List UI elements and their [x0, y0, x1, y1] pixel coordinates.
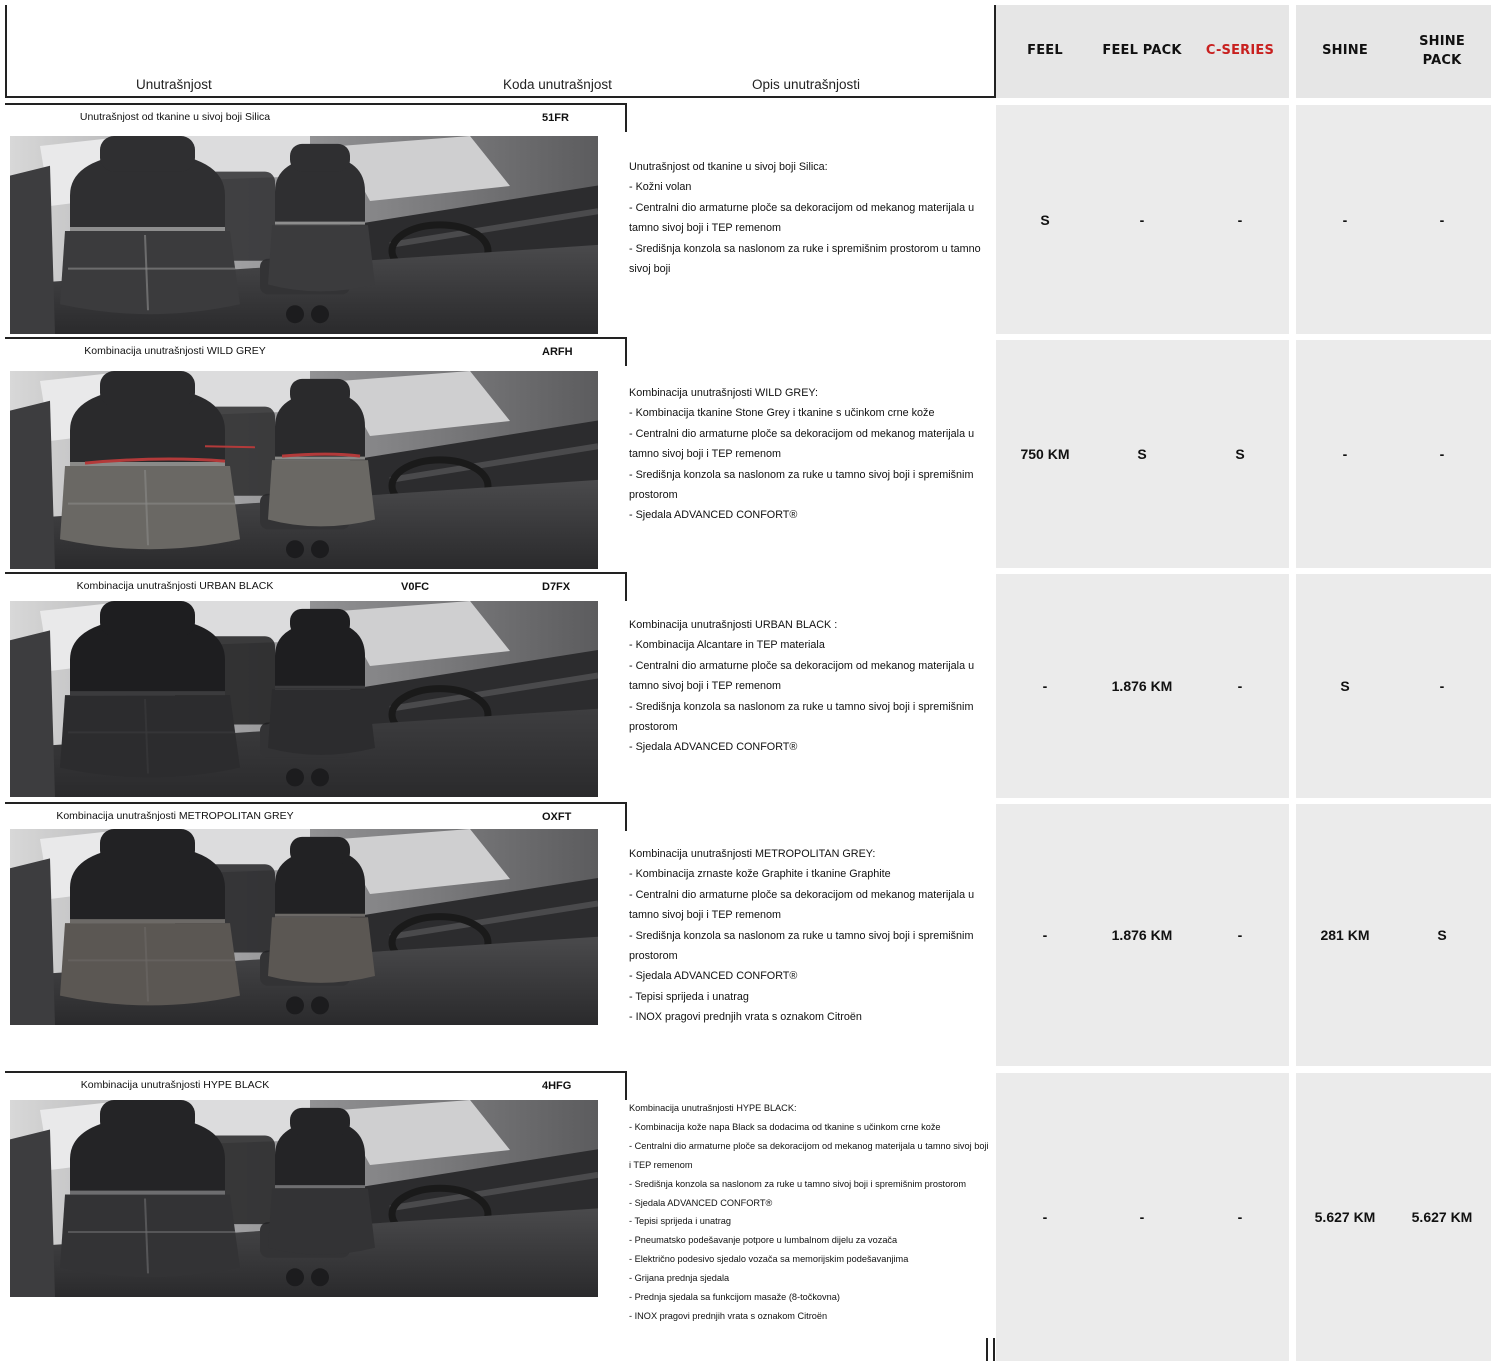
description-line: - Sjedala ADVANCED CONFORT®	[629, 970, 798, 983]
interior-photo-graphic	[10, 829, 598, 1025]
trim-header-shine-pack: SHINE PACK	[1393, 5, 1491, 98]
interior-photo-graphic	[10, 1100, 598, 1297]
interior-photo	[10, 371, 598, 569]
row-divider	[5, 337, 627, 339]
description-line: - Središnja konzola sa naslonom za ruke u tamno sivoj boji i spremišnim prostorom	[629, 1178, 967, 1189]
interior-description	[629, 844, 991, 1028]
description-line: - Tepisi sprijeda i unatrag	[629, 1216, 731, 1227]
description-line: - Prednja sjedala sa funkcijom masaže (8-točkovna)	[629, 1292, 840, 1303]
description-line: - Središnja konzola sa naslonom za ruke u tamno sivoj boji i spremišnim prostorom	[629, 468, 974, 502]
availability-value: 281 KM	[1320, 927, 1370, 943]
availability-c-series	[1191, 804, 1289, 1066]
trim-header-shine: SHINE	[1296, 5, 1394, 98]
availability-feel-pack	[1093, 804, 1191, 1066]
end-mark-left	[986, 1338, 988, 1361]
availability-value: -	[1439, 678, 1445, 694]
availability-shine-pack	[1393, 804, 1491, 1066]
trim-header-feel-pack: FEEL PACK	[1093, 5, 1191, 98]
row-divider	[5, 572, 627, 574]
description-line: - Središnja konzola sa naslonom za ruke u tamno sivoj boji i spremišnim prostorom	[629, 700, 974, 734]
description-line: Kombinacija unutrašnjosti HYPE BLACK:	[629, 1103, 797, 1113]
availability-feel	[996, 340, 1094, 568]
interior-code: D7FX	[542, 581, 571, 593]
description-line: Kombinacija unutrašnjosti URBAN BLACK :	[629, 619, 838, 631]
description-line: - Kožni volan	[629, 181, 692, 194]
availability-value: S	[1137, 446, 1147, 462]
availability-shine	[1296, 574, 1394, 798]
availability-shine	[1296, 340, 1394, 568]
description-line: - Sjedala ADVANCED CONFORT®	[629, 509, 798, 522]
interior-photo	[10, 1100, 598, 1297]
interior-description	[629, 615, 991, 758]
availability-value: -	[1439, 446, 1445, 462]
row-divider-tick	[625, 338, 627, 366]
trim-header-c-series: C-SERIES	[1191, 5, 1289, 98]
availability-value: -	[1042, 678, 1048, 694]
availability-shine-pack	[1393, 340, 1491, 568]
availability-feel	[996, 1073, 1094, 1361]
interior-name: Kombinacija unutrašnjosti WILD GREY	[84, 345, 266, 357]
description-line: - Centralni dio armaturne ploče sa dekoracijom od mekanog materijala u tamno sivoj boji i TEP remenom	[629, 659, 975, 693]
description-line: - Kombinacija Alcantare in TEP materiala	[629, 639, 825, 652]
description-line: Kombinacija unutrašnjosti WILD GREY:	[629, 387, 819, 399]
availability-value: -	[1042, 927, 1048, 943]
availability-value: -	[1237, 927, 1243, 943]
availability-c-series	[1191, 340, 1289, 568]
description-line: - Sjedala ADVANCED CONFORT®	[629, 741, 798, 754]
availability-value: -	[1237, 1209, 1243, 1225]
interior-code: 4HFG	[542, 1080, 572, 1092]
availability-feel	[996, 804, 1094, 1066]
interior-photo-graphic	[10, 136, 598, 334]
availability-feel	[996, 574, 1094, 798]
availability-value: S	[1235, 446, 1245, 462]
availability-value: -	[1237, 678, 1243, 694]
interior-code: 51FR	[542, 112, 569, 124]
row-divider-tick	[625, 803, 627, 831]
interior-code: OXFT	[542, 811, 572, 823]
header-code: Koda unutrašnjost	[503, 77, 612, 92]
availability-feel-pack	[1093, 340, 1191, 568]
description-line: - Centralni dio armaturne ploče sa dekoracijom od mekanog materijala u tamno sivoj boji i TEP remenom	[629, 888, 975, 922]
availability-value: 5.627 KM	[1314, 1209, 1376, 1225]
description-line: - Centralni dio armaturne ploče sa dekoracijom od mekanog materijala u tamno sivoj boji i TEP remenom	[629, 427, 975, 461]
availability-value: -	[1237, 211, 1243, 228]
availability-value: -	[1342, 446, 1348, 462]
availability-value: -	[1139, 1209, 1145, 1225]
description-line: - Centralni dio armaturne ploče sa dekoracijom od mekanog materijala u tamno sivoj boji i TEP remenom	[629, 201, 975, 235]
row-divider-tick	[625, 104, 627, 132]
availability-feel	[996, 105, 1094, 334]
interior-description	[629, 157, 991, 279]
availability-value: 1.876 KM	[1111, 927, 1173, 943]
availability-feel-pack	[1093, 574, 1191, 798]
availability-value: -	[1042, 1209, 1048, 1225]
interior-photo	[10, 601, 598, 797]
row-divider	[5, 103, 627, 105]
description-line: - Kombinacija kože napa Black sa dodacima od tkanine s učinkom crne kože	[629, 1121, 941, 1132]
availability-c-series	[1191, 105, 1289, 334]
availability-value: 1.876 KM	[1111, 678, 1173, 694]
description-line: - Električno podesivo sjedalo vozača sa memorijskim podešavanjima	[629, 1254, 909, 1265]
header-description: Opis unutrašnjosti	[752, 77, 861, 92]
description-line: - Središnja konzola sa naslonom za ruke i spremišnim prostorom u tamno sivoj boji	[629, 242, 981, 276]
description-line: - Središnja konzola sa naslonom za ruke u tamno sivoj boji i spremišnim prostorom	[629, 929, 974, 963]
description-line: - Grijana prednja sjedala	[629, 1273, 730, 1284]
availability-shine-pack	[1393, 105, 1491, 334]
interior-photo	[10, 136, 598, 334]
availability-value: S	[1340, 678, 1350, 694]
description-line: Kombinacija unutrašnjosti METROPOLITAN GREY:	[629, 848, 876, 860]
interior-photo-graphic	[10, 371, 598, 569]
availability-feel-pack	[1093, 105, 1191, 334]
row-divider-tick	[625, 573, 627, 601]
trim-header-feel: FEEL	[996, 5, 1094, 98]
availability-shine	[1296, 105, 1394, 334]
interior-photo-graphic	[10, 601, 598, 797]
row-divider-tick	[625, 1072, 627, 1100]
description-line: - Kombinacija zrnaste kože Graphite i tkanine Graphite	[629, 868, 891, 881]
availability-value: -	[1139, 211, 1145, 228]
description-line: - Pneumatsko podešavanje potpore u lumbalnom dijelu za vozača	[629, 1235, 898, 1246]
description-line: - Kombinacija tkanine Stone Grey i tkanine s učinkom crne kože	[629, 407, 935, 420]
availability-shine	[1296, 804, 1394, 1066]
description-line: - INOX pragovi prednjih vrata s oznakom Citroën	[629, 1011, 862, 1024]
availability-value: 5.627 KM	[1411, 1209, 1473, 1225]
availability-shine-pack	[1393, 1073, 1491, 1361]
interior-name: Kombinacija unutrašnjosti URBAN BLACK	[76, 580, 274, 592]
description-line: - Tepisi sprijeda i unatrag	[629, 990, 749, 1003]
interior-name: Kombinacija unutrašnjosti METROPOLITAN GREY	[56, 810, 294, 822]
interior-photo	[10, 829, 598, 1025]
interior-name: Unutrašnjost od tkanine u sivoj boji Silica	[79, 111, 271, 123]
header-interior: Unutrašnjost	[136, 77, 212, 92]
description-line: - INOX pragovi prednjih vrata s oznakom Citroën	[629, 1310, 828, 1321]
availability-feel-pack	[1093, 1073, 1191, 1361]
availability-value: 750 KM	[1020, 446, 1070, 462]
availability-c-series	[1191, 574, 1289, 798]
row-divider	[5, 1071, 627, 1073]
availability-c-series	[1191, 1073, 1289, 1361]
interior-code: ARFH	[542, 346, 573, 358]
row-divider	[5, 802, 627, 804]
interior-description	[629, 383, 991, 526]
interior-name: Kombinacija unutrašnjosti HYPE BLACK	[80, 1079, 270, 1091]
description-line: - Centralni dio armaturne ploče sa dekoracijom od mekanog materijala u tamno sivoj boji i TEP remenom	[629, 1140, 989, 1170]
availability-value: S	[1437, 927, 1447, 943]
description-line: Unutrašnjost od tkanine u sivoj boji Silica:	[629, 161, 828, 173]
availability-shine-pack	[1393, 574, 1491, 798]
interior-description	[629, 1099, 991, 1326]
availability-value: -	[1439, 211, 1445, 228]
interior-extra-code: V0FC	[401, 581, 430, 593]
description-line: - Sjedala ADVANCED CONFORT®	[629, 1197, 773, 1208]
end-mark-right	[993, 1338, 995, 1361]
availability-value: S	[1040, 211, 1050, 228]
availability-value: -	[1342, 211, 1348, 228]
availability-shine	[1296, 1073, 1394, 1361]
